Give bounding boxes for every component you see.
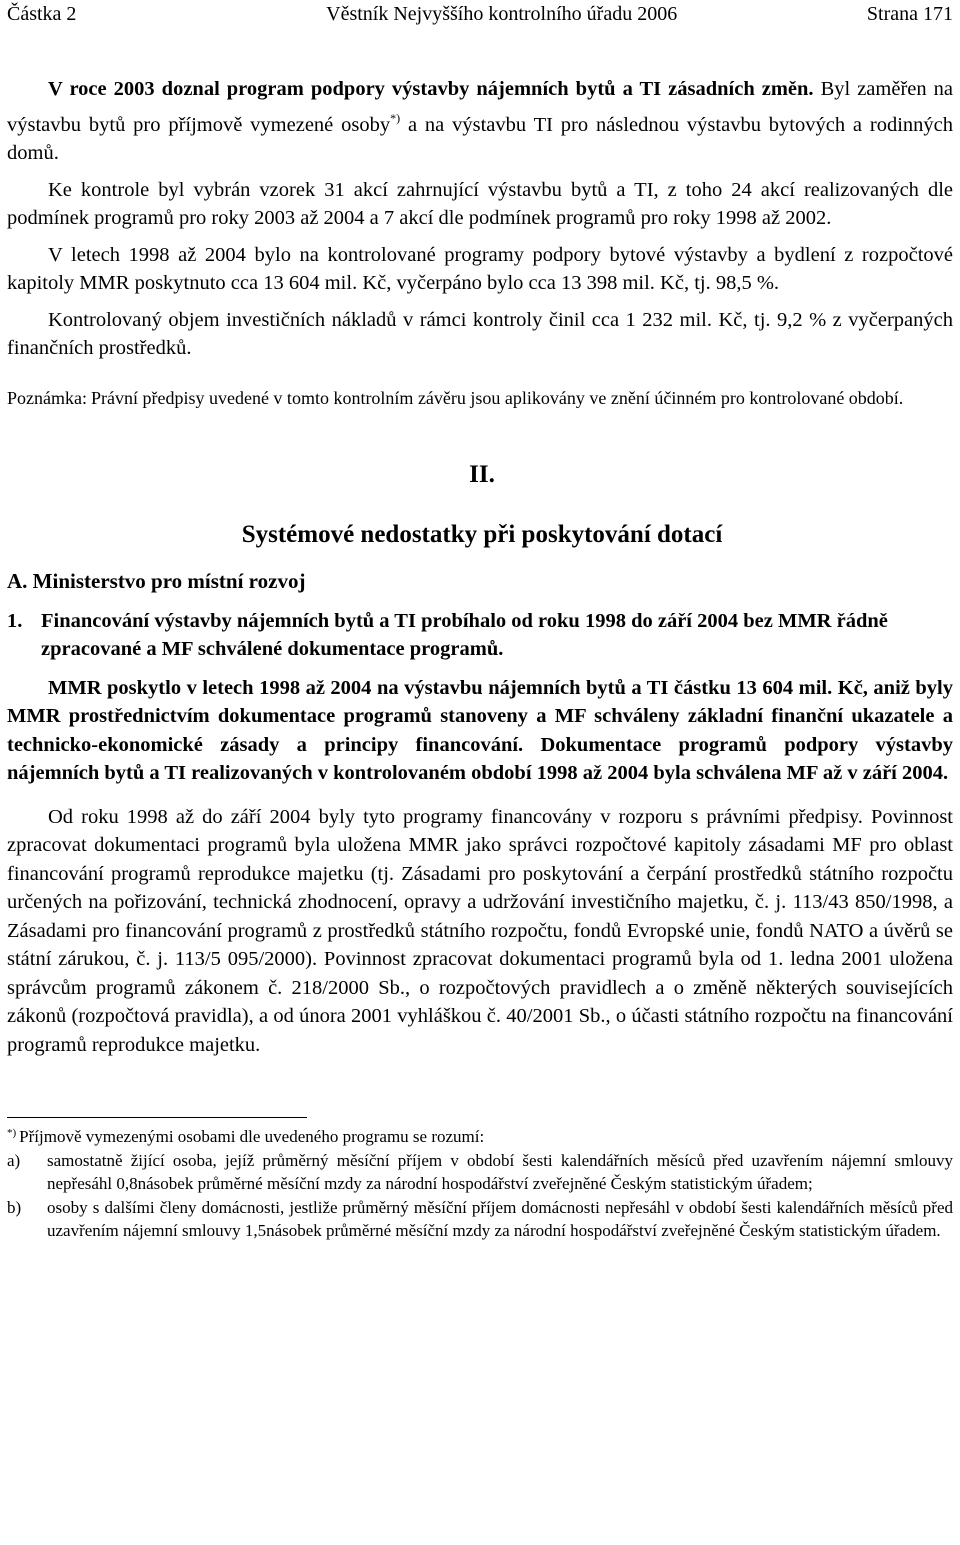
legal-note <box>7 386 953 410</box>
subsection-heading: A. Ministerstvo pro místní rozvoj <box>7 568 306 593</box>
section-title: Systémové nedostatky při poskytování dotací <box>241 520 723 548</box>
header-publication: Věstník Nejvyššího kontrolního úřadu 2006 <box>326 3 678 25</box>
footnote <box>7 1122 953 1243</box>
note-text: Právní předpisy uvedené v tomto kontrolním závěru jsou aplikovány ve znění účinném pro kontrolované období. <box>90 387 904 408</box>
finding-item <box>7 607 953 664</box>
paragraph-bold-summary: MMR poskytlo v letech 1998 až 2004 na výstavbu nájemních bytů a TI částku 13 604 mil. Kč, aniž byly MMR prostřednictvím dokumentace programů stanoveny a MF schváleny základní finanční ukazatele a technicko-ekonomické zásady a principy financování. Dokumentace programů podpory výstavby nájemních bytů a TI realizovaných v kontrolovaném období 1998 až 2004 byla schválena MF až v září 2004. <box>7 676 953 784</box>
list-text: samostatně žijící osoba, jejíž průměrný měsíční příjem v období šesti kalendářních měsíců před uzavřením nájemní smlouvy nepřesáhl 0,8násobek průměrné měsíční mzdy za národní hospodářství zveřejněné Českým statistickým úřadem; <box>47 1150 953 1193</box>
note-label: Poznámka: <box>7 387 87 408</box>
list-marker: a) <box>7 1150 21 1170</box>
finding-number: 1. <box>7 609 23 632</box>
list-item <box>7 1149 953 1196</box>
section-number: II. <box>469 460 495 488</box>
paragraph-text: a na výstavbu TI pro následnou výstavbu bytových a rodinných domů. <box>7 113 953 164</box>
paragraph-investment: Kontrolovaný objem investičních nákladů v rámci kontroly činil cca 1 232 mil. Kč, tj. 9,2 % z vyčerpaných finančních prostředků. <box>7 308 953 359</box>
paragraph-sample: Ke kontrole byl vybrán vzorek 31 akcí zahrnující výstavbu bytů a TI, z toho 24 akcí realizovaných dle podmínek programů pro roky 2003 až 2004 a 7 akcí dle podmínek programů pro roky 1998 až 2002. <box>7 178 953 229</box>
footnote-reference[interactable]: *) <box>390 110 401 125</box>
header-page-number: Strana 171 <box>866 3 953 25</box>
list-text: osoby s dalšími členy domácnosti, jestliže průměrný měsíční příjem domácnosti nepřesáhl v období šesti kalendářních měsíců před uzavřením nájemní smlouvy 1,5násobek průměrné měsíční mzdy za národní hospodářství zveřejněné Českým statistickým úřadem. <box>47 1197 953 1240</box>
paragraph-lead-bold: V roce 2003 doznal program podpory výstavby nájemních bytů a TI zásadních změn. <box>48 78 814 100</box>
page-header <box>7 0 953 26</box>
paragraph-text: Byl zaměřen na výstavbu bytů pro příjmově vymezené osoby <box>7 78 953 136</box>
paragraph-program-change <box>7 75 953 168</box>
list-marker: b) <box>7 1197 22 1217</box>
paragraph-funding: V letech 1998 až 2004 bylo na kontrolované programy podpory bytové výstavby a bydlení z rozpočtové kapitoly MMR poskytnuto cca 13 604 mil. Kč, vyčerpáno bylo cca 13 398 mil. Kč, tj. 98,5 %. <box>7 243 953 294</box>
footnote-divider <box>7 1117 307 1118</box>
list-item <box>7 1196 953 1243</box>
footnote-intro: Příjmově vymezenými osobami dle uvedeného programu se rozumí: <box>19 1127 485 1146</box>
footnote-mark: *) <box>7 1127 17 1139</box>
finding-text: Financování výstavby nájemních bytů a TI probíhalo od roku 1998 do září 2004 bez MMR řádně zpracované a MF schválené dokumentace programů. <box>41 609 888 660</box>
paragraph-legal-basis: Od roku 1998 až do září 2004 byly tyto programy financovány v rozporu s právními předpisy. Povinnost zpracovat dokumentaci programů byla uložena MMR jako správci rozpočtové kapitoly zásadami MF pro oblast financování programů reprodukce majetku (tj. Zásadami pro poskytování a čerpání prostředků státního rozpočtu určených na pořizování, technická zhodnocení, opravy a udržování investičního majetku, č. j. 113/43 850/1998, a Zásadami pro financování programů z prostředků státního rozpočtu, fondů Evropské unie, fondů NATO a úvěrů se státní zárukou, č. j. 113/5 095/2000). Povinnost zpracovat dokumentaci programů byla od 1. ledna 2001 uložena správcům programů zákonem č. 218/2000 Sb., o rozpočtových pravidlech a o změně některých souvisejících zákonů (rozpočtová pravidla), a od února 2001 vyhláškou č. 40/2001 Sb., o účasti státního rozpočtu na financování programů reprodukce majetku. <box>7 805 953 1056</box>
footnote-list <box>7 1149 953 1243</box>
footnote-intro-line <box>7 1122 953 1149</box>
header-issue: Částka 2 <box>7 3 77 25</box>
